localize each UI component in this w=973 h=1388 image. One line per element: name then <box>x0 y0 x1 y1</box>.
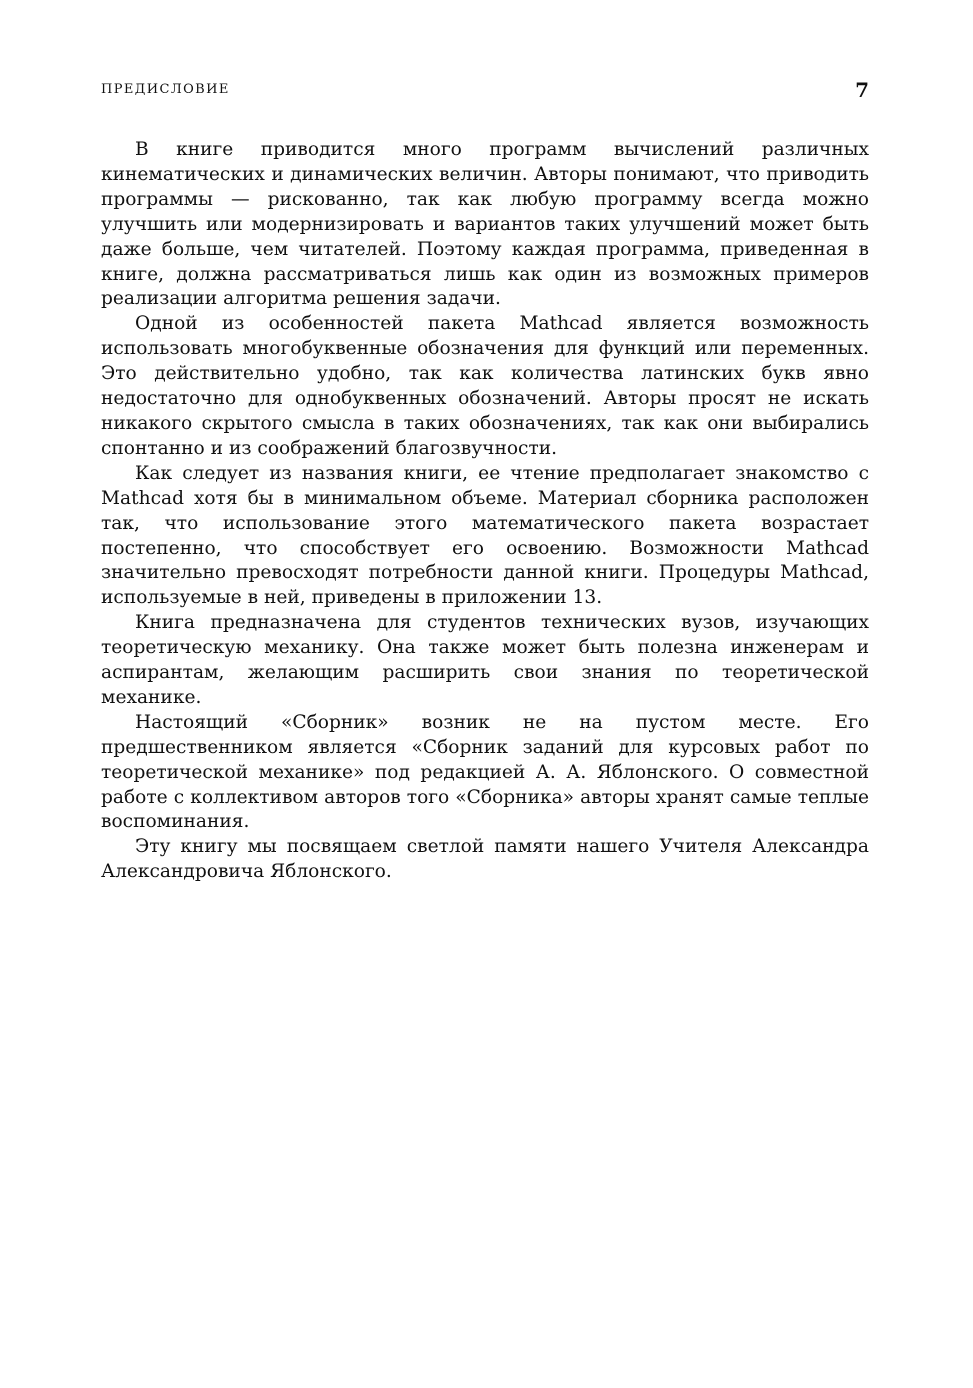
paragraph-mathcad: Как следует из названия книги, ее чтение предполагает знакомство с Mathcad хотя бы в минимальном объеме. Материал сборника расположен так, что использование этого математического пакета возрастает постепенно, что способствует его освоению. Возможности Mathcad значительно превосходят потребности данной книги. Процедуры Mathcad, используемые в ней, приведены в приложении 13. <box>101 462 869 609</box>
paragraph-notation: Одной из особенностей пакета Mathcad является возможность использовать многобуквенные обозначения для функций или переменных. Это действительно удобно, так как количества латинских букв явно недостаточно для однобуквенных обозначений. Авторы просят не искать никакого скрытого смысла в таких обозначениях, так как они выбирались спонтанно и из соображений благозвучности. <box>101 313 869 459</box>
paragraph-programs: В книге приводится много программ вычислений различных кинематических и динамических величин. Авторы понимают, что приводить программы — рискованно, так как любую программу всегда можно улучшить или модернизировать и вариантов таких улучшений может быть даже больше, чем читателей. Поэтому каждая программа, приведенная в книге, должна рассматриваться лишь как один из возможных примеров реализации алгоритма решения задачи. <box>101 139 869 310</box>
paragraph-audience: Книга предназначена для студентов технических вузов, изучающих теоретическую механику. Она также может быть полезна инженерам и аспирантам, желающим расширить свои знания по теоретической механике. <box>101 612 869 708</box>
paragraph-dedication: Эту книгу мы посвящаем светлой памяти нашего Учителя Александра Александровича Яблонского. <box>101 836 869 883</box>
running-head <box>101 80 869 104</box>
body-text <box>101 138 869 885</box>
section-title: ПРЕДИСЛОВИЕ <box>101 82 230 97</box>
paragraph-history: Настоящий «Сборник» возник не на пустом месте. Его предшественником является «Сборник заданий для курсовых работ по теоретической механике» под редакцией А. А. Яблонского. О совместной работе с коллективом авторов того «Сборника» авторы хранят самые теплые воспоминания. <box>101 711 869 833</box>
page-number: 7 <box>855 78 869 102</box>
